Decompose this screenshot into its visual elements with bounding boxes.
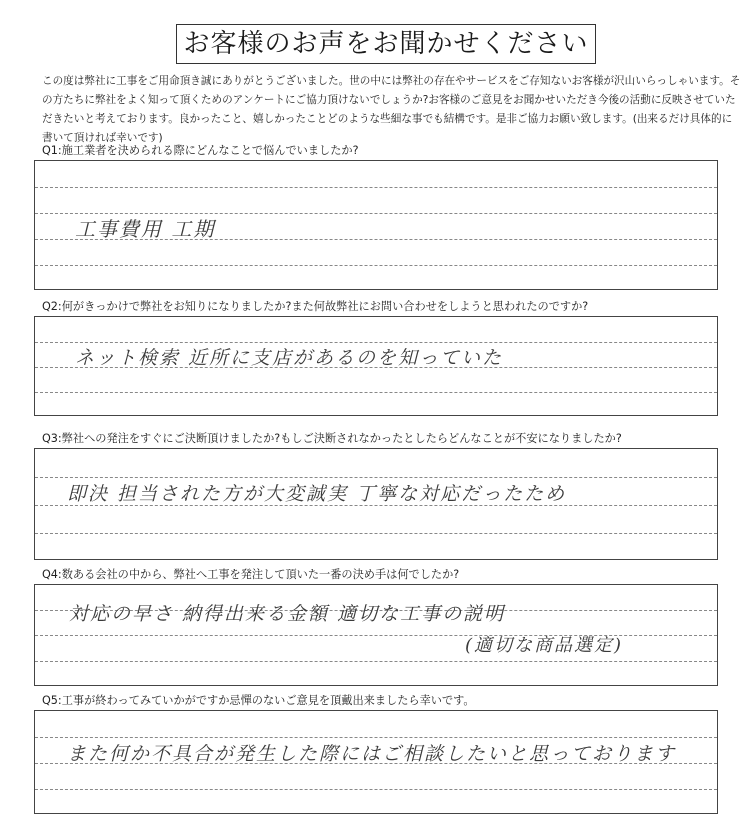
question-2-label: Q2:何がきっかけで弊社をお知りになりましたか?また何故弊社にお問い合わせをしようと思われたのですか? (42, 300, 589, 313)
page-title: お客様のお声をお聞かせください (176, 24, 596, 64)
question-1-answer: 工事費用 工期 (75, 217, 216, 241)
question-5-label: Q5:工事が終わってみていかがですか忌憚のないご意見を頂戴出来ましたら幸いです。 (42, 694, 475, 707)
question-3-answer-box[interactable] (34, 448, 718, 560)
question-1-label: Q1:施工業者を決められる際にどんなことで悩んでいましたか? (42, 144, 359, 157)
question-5-answer: また何か不具合が発生した際にはご相談したいと思っております (67, 743, 677, 765)
question-2-answer-box[interactable] (34, 316, 718, 416)
question-4-label: Q4:数ある会社の中から、弊社へ工事を発注して頂いた一番の決め手は何でしたか? (42, 568, 460, 581)
question-4-answer-line-2: (適切な商品選定) (465, 635, 624, 656)
question-4-answer-box[interactable] (34, 584, 718, 686)
question-3-answer: 即決 担当された方が大変誠実 丁寧な対応だったため (67, 483, 567, 505)
question-5-answer-box[interactable] (34, 710, 718, 814)
question-4-answer: 対応の早さ 納得出来る金額 適切な工事の説明 (69, 603, 506, 625)
intro-text: この度は弊社に工事をご用命頂き誠にありがとうございました。世の中には弊社の存在やサービスをご存知ないお客様が沢山いらっしゃいます。その方たちに弊社をよく知って頂くためのアンケートにご協力頂けないでしょうか?お客様のご意見をお聞かせいただき今後の活動に反映させていただきたいと考えております。良かったこと、嬉しかったことどのような些細な事でも結構です。是非ご協力お願い致します。(出来るだけ具体的に書いて頂ければ幸いです) (42, 75, 741, 144)
question-2-answer: ネット検索 近所に支店があるのを知っていた (75, 347, 504, 369)
question-3-label: Q3:弊社への発注をすぐにご決断頂けましたか?もしご決断されなかったとしたらどんなことが不安になりましたか? (42, 432, 622, 445)
question-1-answer-box[interactable] (34, 160, 718, 290)
